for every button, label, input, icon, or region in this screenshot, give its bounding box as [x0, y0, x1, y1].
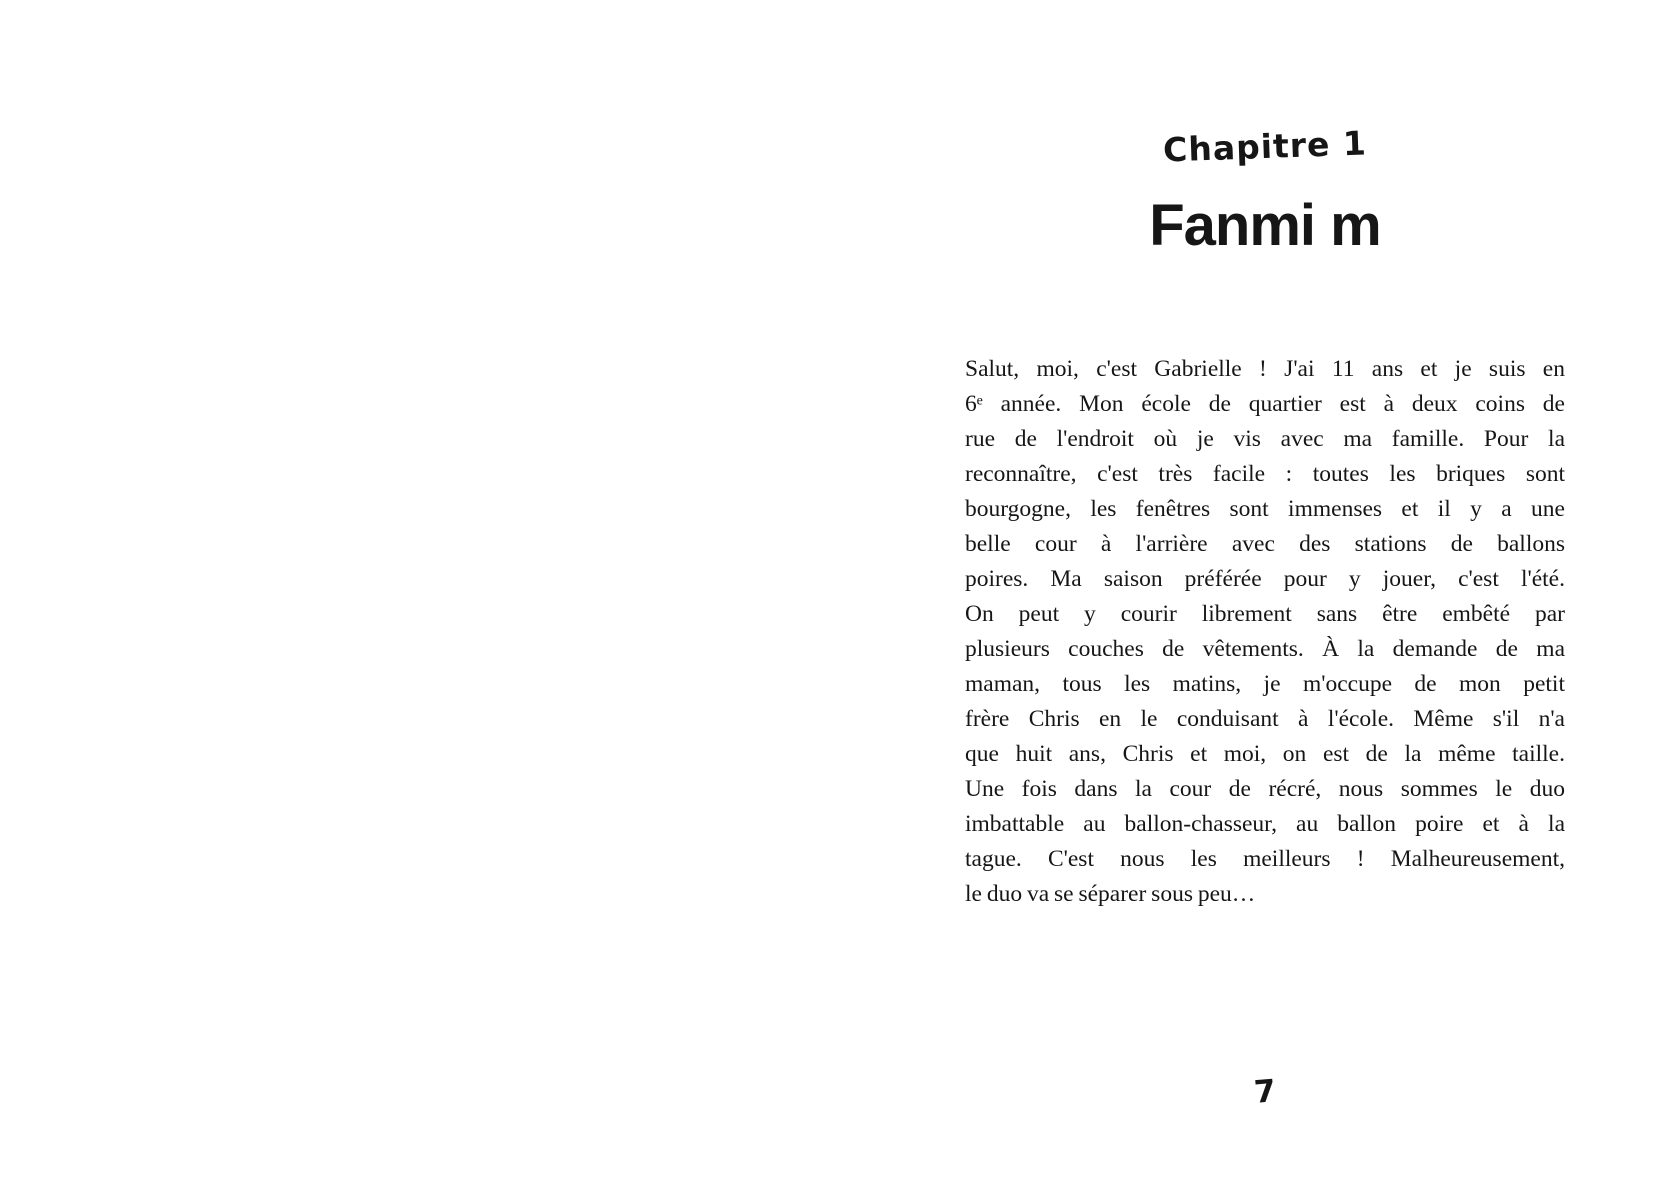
body-line: rue de l'endroit où je vis avec ma famille. Pour la: [965, 426, 1565, 452]
body-line: Salut, moi, c'est Gabrielle ! J'ai 11 ans et je suis en: [965, 356, 1565, 382]
body-line: belle cour à l'arrière avec des stations de ballons: [965, 531, 1565, 557]
body-line: reconnaître, c'est très facile : toutes les briques sont: [965, 461, 1565, 487]
body-line: poires. Ma saison préférée pour y jouer, c'est l'été.: [965, 566, 1565, 592]
body-line: bourgogne, les fenêtres sont immenses et il y a une: [965, 496, 1565, 522]
body-line: Une fois dans la cour de récré, nous sommes le duo: [965, 776, 1565, 802]
body-line: 6ᵉ année. Mon école de quartier est à deux coins de: [965, 391, 1565, 417]
body-line: que huit ans, Chris et moi, on est de la même taille.: [965, 741, 1565, 767]
body-paragraph: [965, 352, 1565, 912]
body-line: On peut y courir librement sans être embêté par: [965, 601, 1565, 627]
body-line: tague. C'est nous les meilleurs ! Malheureusement,: [965, 846, 1565, 872]
chapter-title: Fanmi m: [1149, 193, 1381, 258]
chapter-label: Chapitre 1: [1162, 123, 1368, 170]
body-line: imbattable au ballon-chasseur, au ballon poire et à la: [965, 811, 1565, 837]
body-line: frère Chris en le conduisant à l'école. Même s'il n'a: [965, 706, 1565, 732]
body-line: plusieurs couches de vêtements. À la demande de ma: [965, 636, 1565, 662]
page-number: 7: [1252, 1073, 1278, 1111]
body-line: le duo va se séparer sous peu…: [965, 881, 1256, 907]
body-line: maman, tous les matins, je m'occupe de mon petit: [965, 671, 1565, 697]
